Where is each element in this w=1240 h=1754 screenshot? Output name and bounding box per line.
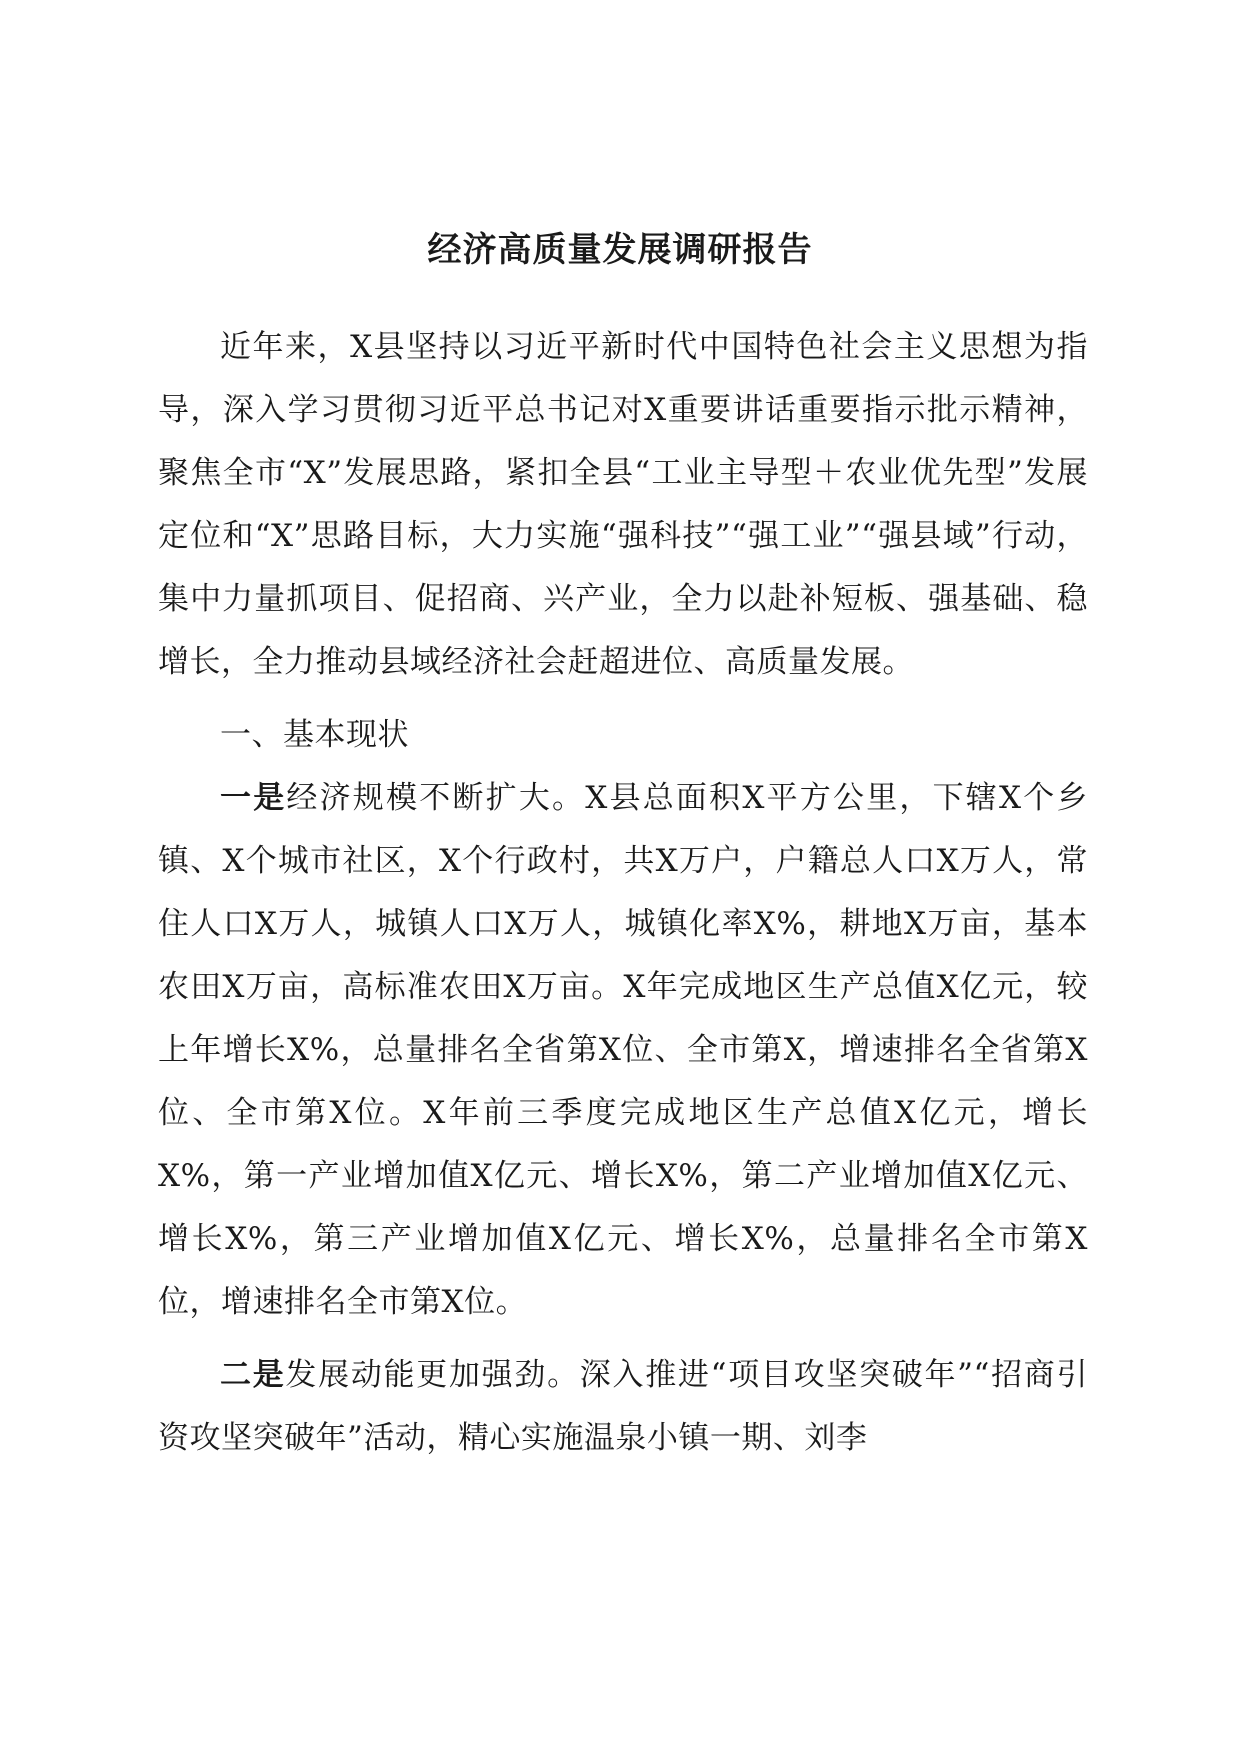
intro-paragraph: 近年来，X县坚持以习近平新时代中国特色社会主义思想为指导，深入学习贯彻习近平总书记对X重要讲话重要指示批示精神，聚焦全市“X”发展思路，紧扣全县“工业主导型＋农业优先型”发展定位和“X”思路目标，大力实施“强科技”“强工业”“强县域”行动，集中力量抓项目、促招商、兴产业，全力以赴补短板、强基础、稳增长，全力推动县域经济社会赶超进位、高质量发展。 [158, 329, 1088, 680]
item-paragraph-1 [158, 767, 1088, 1334]
item-text-1: 经济规模不断扩大。X县总面积X平方公里，下辖X个乡镇、X个城市社区，X个行政村，共X万户，户籍总人口X万人，常住人口X万人，城镇人口X万人，城镇化率X%，耕地X万亩，基本农田X万亩，高标准农田X万亩。X年完成地区生产总值X亿元，较上年增长X%，总量排名全省第X位、全市第X，增速排名全省第X位、全市第X位。X年前三季度完成地区生产总值X亿元，增长X%，第一产业增加值X亿元、增长X%，第二产业增加值X亿元、增长X%，第三产业增加值X亿元、增长X%，总量排名全市第X位，增速排名全市第X位。 [158, 780, 1088, 1320]
item-lead-2: 二是 [220, 1357, 286, 1393]
section-heading-basic-status: 一、基本现状 [220, 717, 409, 753]
item-text-2: 发展动能更加强劲。深入推进“项目攻坚突破年”“招商引资攻坚突破年”活动，精心实施温泉小镇一期、刘李 [158, 1357, 1088, 1456]
document-title: 经济高质量发展调研报告 [427, 230, 813, 270]
item-paragraph-2 [158, 1344, 1088, 1470]
document-body [158, 316, 1088, 1470]
item-lead-1: 一是 [220, 780, 287, 816]
